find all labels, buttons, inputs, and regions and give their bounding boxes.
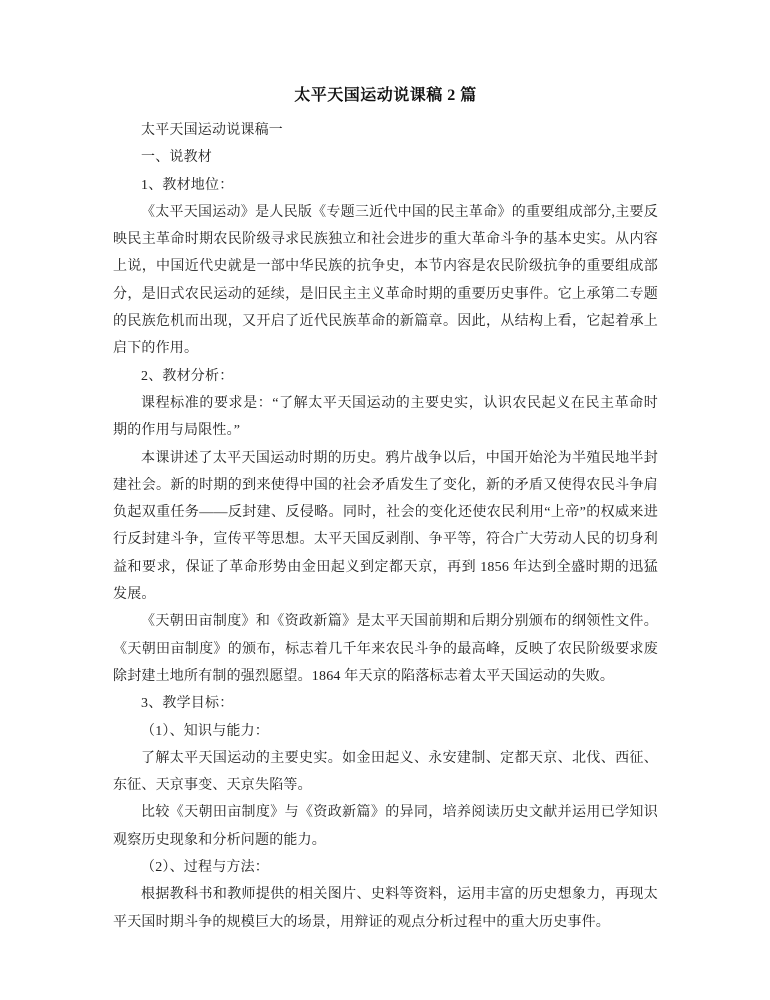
paragraph: 太平天国运动说课稿一	[141, 123, 283, 138]
document-title: 太平天国运动说课稿 2 篇	[294, 87, 477, 104]
paragraph: 根据教科书和教师提供的相关图片、史料等资料，运用丰富的历史想象力，再现太平天国时期斗争的规模巨大的场景，用辩证的观点分析过程中的重大历史事件。	[113, 887, 658, 930]
paragraph: （1）、知识与能力：	[141, 723, 269, 739]
paragraph: 课程标准的要求是：“了解太平天国运动的主要史实，认识农民起义在民主革命时期的作用与局限性。”	[113, 395, 658, 439]
paragraph: 2、教材分析：	[141, 368, 234, 384]
paragraph: 3、教学目标：	[141, 696, 234, 712]
paragraph: 比较《天朝田亩制度》与《资政新篇》的异同，培养阅读历史文献并运用已学知识观察历史现象和分析问题的能力。	[113, 805, 658, 848]
paragraph: （2）、过程与方法：	[141, 860, 269, 876]
document-body	[113, 117, 658, 936]
paragraph: 1、教材地位：	[141, 177, 234, 193]
paragraph: 了解太平天国运动的主要史实。如金田起义、永安建制、定都天京、北伐、西征、东征、天京事变、天京失陷等。	[113, 750, 658, 794]
paragraph: 本课讲述了太平天国运动时期的历史。鸦片战争以后，中国开始沦为半殖民地半封建社会。新的时期的到来使得中国的社会矛盾发生了变化，新的矛盾又使得农民斗争肩负起双重任务——反封建、反侵略。同时，社会的变化还使农民利用“上帝”的权威来进行反封建斗争，宣传平等思想。太平天国反剥削、争平等，符合广大劳动人民的切身利益和要求，保证了革命形势由金田起义到定都天京，再到 1856 年达到全盛时期的迅猛发展。	[113, 450, 658, 603]
paragraph: 《天朝田亩制度》和《资政新篇》是太平天国前期和后期分别颁布的纲领性文件。《天朝田亩制度》的颁布，标志着几千年来农民斗争的最高峰，反映了农民阶级要求废除封建土地所有制的强烈愿望。1864 年天京的陷落标志着太平天国运动的失败。	[113, 614, 658, 684]
paragraph: 《太平天国运动》是人民版《专题三近代中国的民主革命》的重要组成部分,主要反映民主革命时期农民阶级寻求民族独立和社会进步的重大革命斗争的基本史实。从内容上说，中国近代史就是一部中华民族的抗争史，本节内容是农民阶级抗争的重要组成部分，是旧式农民运动的延续，是旧民主主义革命时期的重要历史事件。它上承第二专题的民族危机而出现，又开启了近代民族革命的新篇章。因此，从结构上看，它起着承上启下的作用。	[113, 204, 658, 357]
paragraph: 一、说教材	[141, 150, 212, 166]
